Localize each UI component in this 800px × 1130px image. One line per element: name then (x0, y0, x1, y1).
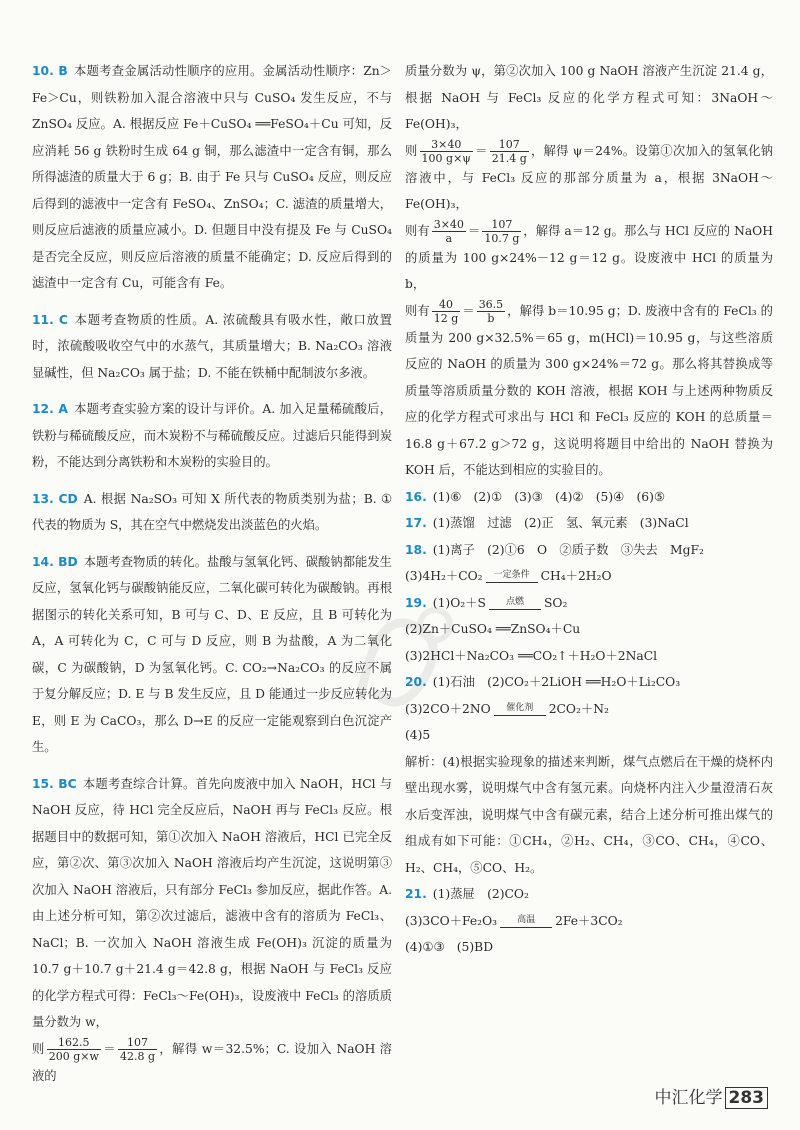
answer-15: 15. BC 本题考查综合计算。首先向废液中加入 NaOH，HCl 与 NaOH 反应，待 HCl 完全反应后，NaOH 再与 FeCl₃ 反应。根据题目中的数据可知，第①次加入 NaOH 溶液后，HCl 已完全反应，第②次、第③次加入 NaOH 溶液后均产生沉淀，这说明第③次加入 NaOH 溶液后，只有部分 FeCl₃ 参加反应，据此作答。A. 由上述分析可知，第②次过滤后，滤液中含有的溶质为 FeCl₃、NaCl；B. 一次加入 NaOH 溶液生成 Fe(OH)₃ 沉淀的质量为 10.7 g＋10.7 g＋21.4 g＝42.8 g，根据 NaOH 与 FeCl₃ 反应的化学方程式可得：FeCl₃～Fe(OH)₃，设废液中 FeCl₃ 的溶质质量分数为 w， (32, 776, 392, 1029)
fraction: $\frac{162.5}{200 g\times w}$ (48, 1035, 99, 1063)
reaction-equation: (2)Zn＋CuSO₄ ══ZnSO₄＋Cu (405, 622, 581, 636)
text-line: 质量分数为 ψ，第②次加入 100 g NaOH 溶液产生沉淀 21.4 g，根据 NaOH 与 FeCl₃ 反应的化学方程式可知：3NaOH～Fe(OH)₃， (405, 64, 773, 131)
reaction-equation: (3)4H₂＋CO₂ 一定条件 CH₄＋2H₂O (405, 569, 612, 583)
answer-13: 13. CD A. 根据 Na₂SO₃ 可知 X 所代表的物质类别为盐；B. ①代表的物质为 S，其在空气中燃烧发出淡蓝色的火焰。 (32, 491, 392, 532)
fraction: $\frac{3\times 40}{100 g\times\psi}$ (421, 137, 471, 165)
reaction-arrow: 催化剂 (494, 703, 546, 716)
answer-12: 12. A 本题考查实验方案的设计与评价。A. 加入足量稀硫酸后，铁粉与稀硫酸反应，而木炭粉不与稀硫酸反应。过滤后只能得到炭粉，不能达到分离铁粉和木炭粉的实验目的。 (32, 402, 392, 469)
equation-line: 则有 $\frac{40}{12 g}$ ＝ $\frac{36.5}{b}$ ，解得 b＝10.95 g；D. 废液中含有的 FeCl₃ 的质量为 200 g×32.5%＝65 g，m(HCl)＝10.95 g，与这些溶质反应的 NaOH 的质量为 300 g×24%＝72 g。那么将其替换成等质量等溶质质量分数的 KOH 溶液，根据 KOH 与上述两种物质反应的化学方程式可求出与 HCl 和 FeCl₃ 反应的 KOH 的总质量＝16.8 g＋67.2 g＞72 g，这说明将题目中给出的 NaOH 替换为 KOH 后，不能达到相应的实验目的。 (405, 297, 773, 477)
fraction: $\frac{107}{21.4 g}$ (491, 137, 527, 165)
analysis-paragraph: 解析：(4)根据实验现象的描述来判断，煤气点燃后在干燥的烧杯内壁出现水雾，说明煤气中含有氢元素。向烧杯内注入少量澄清石灰水后变浑浊，说明煤气中含有碳元素，结合上述分析可推出煤气的组成有如下可能：①CH₄，②H₂、CH₄，③CO、CH₄，④CO、H₂、CH₄，⑤CO、H₂。 (405, 754, 773, 875)
page-footer (655, 1083, 769, 1108)
fraction: $\frac{107}{10.7 g}$ (484, 217, 520, 245)
answer-19: 19. (1)O₂＋S 点燃 SO₂ (405, 595, 568, 610)
reaction-arrow: 点燃 (489, 597, 541, 610)
fraction: $\frac{40}{12 g}$ (433, 297, 459, 325)
answer-20: 20. (1)石油 (2)CO₂＋2LiOH ══H₂O＋Li₂CO₃ (405, 675, 681, 689)
equation-line: 则有 $\frac{3\times 40}{a}$ ＝ $\frac{107}{10.7 g}$ ，解得 a＝12 g。那么与 HCl 反应的 NaOH 的质量为 100 g×24%－12 g＝12 g。设废液中 HCl 的质量为 b， (405, 217, 773, 291)
answer-11: 11. C 本题考查物质的性质。A. 浓硫酸具有吸水性，敞口放置时，浓硫酸吸收空气中的水蒸气，其质量增大；B. Na₂CO₃ 溶液显碱性，但 Na₂CO₃ 属于盐；D. 不能在铁桶中配制波尔多液。 (32, 312, 393, 380)
equation-line: 则 $\frac{162.5}{200 g\times w}$ ＝ $\frac{107}{42.8 g}$ ，解得 w＝32.5%；C. 设加入 NaOH 溶液的 (32, 1035, 392, 1083)
left-column (32, 58, 392, 1089)
answer-14: 14. BD 本题考查物质的转化。盐酸与氢氧化钙、碳酸钠都能发生反应，氢氧化钙与碳酸钠能反应，二氧化碳可转化为碳酸钠。再根据图示的转化关系可知，B 可与 C、D、E 反应，且 B 可转化为 A，A 可转化为 C，C 可与 D 反应，则 B 为盐酸，A 为二氧化碳，C 为碳酸钠，D 为氢氧化钙。C. CO₂→Na₂CO₃ 的反应不属于复分解反应；D. E 与 B 发生反应，且 D 能通过一步反应转化为 E，则 E 为 CaCO₃，那么 D→E 的反应一定能观察到白色沉淀产生。 (32, 554, 392, 754)
answer-18: 18. (1)离子 (2)①6 O ②质子数 ③失去 MgF₂ (405, 542, 704, 557)
reaction-equation: (3)2HCl＋Na₂CO₃ ══CO₂↑＋H₂O＋2NaCl (405, 648, 658, 663)
reaction-equation: (3)2CO＋2NO 催化剂 2CO₂＋N₂ (405, 701, 609, 716)
reaction-arrow: 高温 (500, 915, 552, 928)
page-number: 283 (725, 1087, 769, 1109)
answer-10: 10. B 本题考查金属活动性顺序的应用。金属活动性顺序：Zn＞Fe＞Cu，则铁粉加入混合溶液中只与 CuSO₄ 发生反应，不与 ZnSO₄ 反应。A. 根据反应 Fe＋CuSO₄ ══FeSO₄＋Cu 可知，反应消耗 56 g 铁粉时生成 64 g 铜，那么滤渣中一定含有铜，那么所得滤渣的质量大于 6 g；B. 由于 Fe 只与 CuSO₄ 反应，则反应后得到的滤液中一定含有 FeSO₄、ZnSO₄；C. 滤渣的质量增大，则反应后滤液的质量应减小。D. 但题目中没有提及 Fe 与 CuSO₄ 是否完全反应，则反应后溶液的质量不能确定；D. 反应后得到的滤渣中一定含有 Cu，可能含有 Fe。 (32, 64, 392, 290)
answer-21: 21. (1)蒸屉 (2)CO₂ (405, 887, 529, 901)
fraction: $\frac{3\times 40}{a}$ (433, 217, 464, 245)
equation-line: 则 $\frac{3\times 40}{100 g\times\psi}$ ＝ $\frac{107}{21.4 g}$ ，解得 ψ＝24%。设第①次加入的氢氧化钠溶液中，与 FeCl₃ 反应的那部分质量为 a，根据 3NaOH～Fe(OH)₃， (405, 137, 773, 211)
reaction-arrow: 一定条件 (486, 570, 538, 583)
footer-label: 中汇化学 (654, 1088, 723, 1108)
right-column (405, 58, 773, 961)
reaction-equation: (3)3CO＋Fe₂O₃ 高温 2Fe＋3CO₂ (405, 913, 623, 928)
text-line: (4)5 (405, 728, 431, 742)
text-line: (4)①③ (5)BD (405, 940, 494, 954)
answer-16: 16. (1)⑥ (2)① (3)③ (4)② (5)④ (6)⑤ (405, 489, 665, 504)
answer-17: 17. (1)蒸馏 过滤 (2)正 氢、氧元素 (3)NaCl (405, 516, 689, 530)
fraction: $\frac{107}{42.8 g}$ (119, 1035, 156, 1063)
fraction: $\frac{36.5}{b}$ (478, 297, 504, 325)
